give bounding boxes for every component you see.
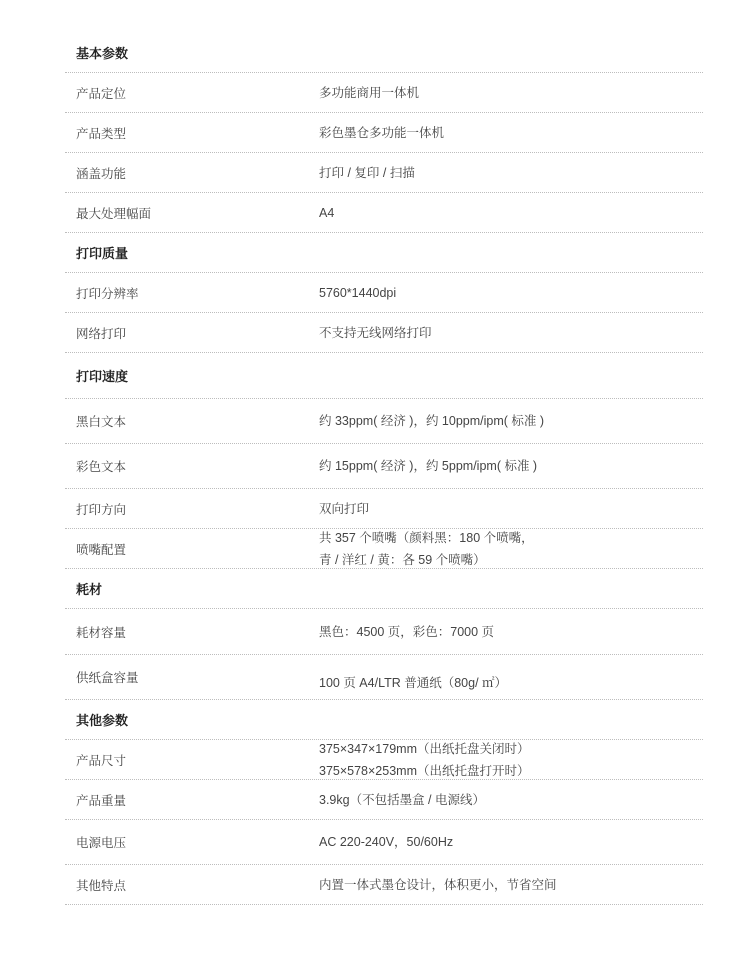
spec-row: [65, 273, 703, 313]
spec-value: [319, 820, 703, 864]
spec-label: 打印方向: [76, 502, 127, 517]
section-header: [65, 700, 703, 740]
spec-label: 供纸盒容量: [76, 671, 139, 685]
spec-value: [319, 780, 703, 819]
spec-row: [65, 609, 703, 655]
spec-value: [319, 489, 703, 528]
spec-label: 产品定位: [76, 86, 127, 101]
spec-value-line: 双向打印: [319, 501, 370, 516]
section-title: 打印质量: [76, 246, 129, 261]
spec-value-line: AC 220-240V，50/60Hz: [319, 835, 454, 849]
spec-value: [319, 399, 703, 443]
spec-label: 其他特点: [76, 878, 127, 893]
section-title: 打印速度: [76, 369, 129, 384]
section-header: [65, 33, 703, 73]
spec-row: [65, 780, 703, 820]
spec-value-line: A4: [319, 205, 335, 220]
section-header: [65, 569, 703, 609]
spec-label: 涵盖功能: [76, 166, 127, 181]
spec-value-line: 青 / 洋红 / 黄：各 59 个喷嘴）: [319, 552, 486, 567]
spec-table: [65, 33, 703, 905]
spec-label: 黑白文本: [76, 415, 127, 429]
spec-value: [319, 444, 703, 488]
section-title: 耗材: [76, 582, 103, 597]
spec-value-line: 多功能商用一体机: [319, 85, 420, 100]
section-title: 其他参数: [76, 713, 129, 728]
spec-label: 耗材容量: [76, 625, 127, 640]
section-header: [65, 353, 703, 399]
spec-label: 产品重量: [76, 793, 127, 808]
spec-value-line: 不支持无线网络打印: [319, 325, 432, 340]
spec-label: 彩色文本: [76, 460, 127, 474]
spec-value: [319, 740, 703, 779]
spec-value: [319, 193, 703, 232]
spec-value-line: 内置一体式墨仓设计，体积更小，节省空间: [319, 877, 557, 892]
spec-label: 电源电压: [76, 836, 127, 850]
spec-value: [319, 153, 703, 192]
spec-value-line: 375×347×179mm（出纸托盘关闭时）: [319, 741, 530, 756]
spec-row: [65, 73, 703, 113]
spec-value-line: 约 15ppm( 经济 )，约 5ppm/ipm( 标准 ): [319, 459, 538, 473]
spec-value-line: 彩色墨仓多功能一体机: [319, 125, 445, 140]
spec-value: [319, 313, 703, 352]
spec-value-line: 5760*1440dpi: [319, 285, 397, 300]
spec-row: [65, 399, 703, 444]
spec-row: [65, 740, 703, 780]
spec-value: [319, 529, 703, 568]
spec-label: 产品类型: [76, 126, 127, 141]
spec-value: [319, 113, 703, 152]
spec-label: 喷嘴配置: [76, 542, 127, 557]
spec-value-line: 约 33ppm( 经济 )，约 10ppm/ipm( 标准 ): [319, 414, 545, 428]
spec-value-line: 375×578×253mm（出纸托盘打开时）: [319, 763, 530, 778]
spec-label: 打印分辨率: [76, 286, 139, 301]
spec-label: 网络打印: [76, 326, 127, 341]
spec-value: [319, 655, 703, 699]
spec-value-line: 3.9kg（不包括墨盒 / 电源线）: [319, 792, 485, 807]
spec-value: [319, 865, 703, 904]
spec-row: [65, 193, 703, 233]
spec-label: 产品尺寸: [76, 753, 127, 768]
spec-row: [65, 313, 703, 353]
spec-row: [65, 113, 703, 153]
spec-value-line: 100 页 A4/LTR 普通纸（80g/ ㎡）: [319, 676, 508, 690]
spec-value: [319, 273, 703, 312]
spec-row: [65, 529, 703, 569]
spec-row: [65, 655, 703, 700]
spec-value-line: 打印 / 复印 / 扫描: [319, 165, 415, 180]
spec-row: [65, 444, 703, 489]
spec-value-line: 共 357 个喷嘴（颜料黑：180 个喷嘴，: [319, 530, 534, 545]
spec-row: [65, 820, 703, 865]
section-header: [65, 233, 703, 273]
spec-label: 最大处理幅面: [76, 206, 152, 221]
spec-value-line: 黑色：4500 页，彩色：7000 页: [319, 624, 495, 639]
section-title: 基本参数: [76, 46, 129, 61]
spec-value: [319, 73, 703, 112]
spec-row: [65, 865, 703, 905]
spec-row: [65, 153, 703, 193]
spec-value: [319, 609, 703, 654]
spec-row: [65, 489, 703, 529]
